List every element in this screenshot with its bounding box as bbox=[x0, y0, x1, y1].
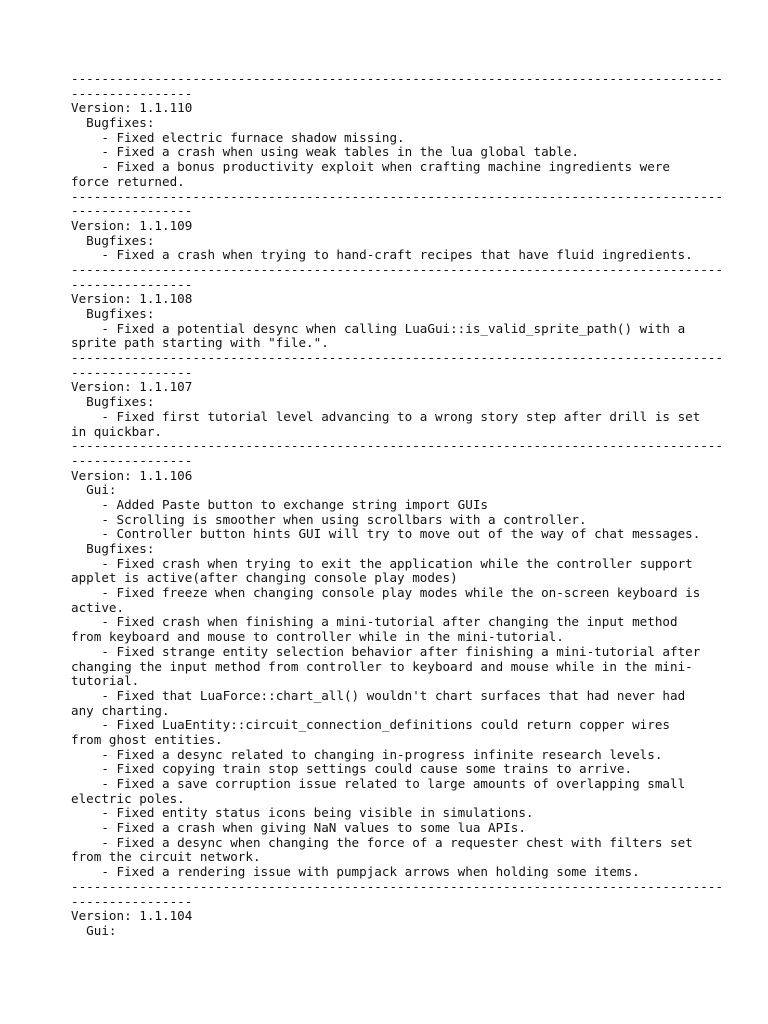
changelog-entry: - Fixed that LuaForce::chart_all() wouldn't chart surfaces that had never had bbox=[71, 687, 686, 703]
changelog-entry: - Fixed a save corruption issue related to large amounts of overlapping small bbox=[71, 776, 686, 791]
separator-line: -------------------------------------------------------------------------------------- bbox=[71, 71, 724, 86]
changelog-entry: - Fixed strange entity selection behavior after finishing a mini-tutorial after bbox=[71, 643, 701, 659]
changelog-entry: - Fixed first tutorial level advancing to a wrong story step after drill is set bbox=[71, 408, 701, 424]
separator-line: -------------------------------------------------------------------------------------- bbox=[71, 261, 724, 277]
changelog-entry: - Controller button hints GUI will try to move out of the way of chat messages. bbox=[71, 526, 701, 542]
separator-line: -------------------------------------------------------------------------------------- bbox=[71, 438, 724, 454]
changelog-entry: - Added Paste button to exchange string import GUIs bbox=[71, 496, 489, 512]
version-heading: Version: 1.1.107 bbox=[71, 379, 193, 395]
separator-line: ---------------- bbox=[71, 452, 193, 468]
version-heading: Version: 1.1.110 bbox=[71, 100, 193, 116]
version-heading: Version: 1.1.104 bbox=[71, 908, 193, 924]
changelog-entry: - Fixed copying train stop settings could cause some trains to arrive. bbox=[71, 761, 633, 777]
separator-line: ---------------- bbox=[71, 893, 193, 909]
section-heading: Bugfixes: bbox=[71, 541, 155, 556]
changelog-entry-continuation: force returned. bbox=[71, 173, 185, 189]
section-heading: Bugfixes: bbox=[71, 115, 155, 131]
changelog-entry: - Fixed electric furnace shadow missing. bbox=[71, 129, 405, 145]
changelog-entry: - Fixed freeze when changing console play modes while the on-screen keyboard is bbox=[71, 585, 701, 601]
changelog-entry-continuation: sprite path starting with "file.". bbox=[71, 335, 329, 351]
section-heading: Bugfixes: bbox=[71, 232, 155, 248]
changelog-entry: - Fixed a crash when trying to hand-craft recipes that have fluid ingredients. bbox=[71, 247, 693, 263]
version-heading: Version: 1.1.108 bbox=[71, 291, 193, 307]
changelog-entry-continuation: active. bbox=[71, 599, 125, 615]
section-heading: Gui: bbox=[71, 922, 117, 938]
changelog-entry-continuation: electric poles. bbox=[71, 790, 185, 806]
separator-line: -------------------------------------------------------------------------------------- bbox=[71, 878, 724, 894]
version-heading: Version: 1.1.106 bbox=[71, 467, 193, 483]
changelog-document bbox=[71, 71, 724, 939]
changelog-entry-continuation: tutorial. bbox=[71, 673, 140, 689]
separator-line: ---------------- bbox=[71, 203, 193, 219]
changelog-entry-continuation: from ghost entities. bbox=[71, 731, 223, 747]
changelog-entry: - Fixed a potential desync when calling LuaGui::is_valid_sprite_path() with a bbox=[71, 320, 686, 336]
changelog-entry: - Fixed a crash when using weak tables in the lua global table. bbox=[71, 144, 579, 160]
section-heading: Gui: bbox=[71, 482, 117, 498]
changelog-entry: - Fixed a desync when changing the force of a requester chest with filters set bbox=[71, 834, 693, 850]
changelog-entry-continuation: any charting. bbox=[71, 702, 170, 718]
changelog-entry: - Fixed crash when finishing a mini-tutorial after changing the input method bbox=[71, 614, 678, 630]
changelog-entry-continuation: changing the input method from controller to keyboard and mouse while in the mini- bbox=[71, 658, 693, 674]
separator-line: ---------------- bbox=[71, 276, 193, 292]
separator-line: -------------------------------------------------------------------------------------- bbox=[71, 350, 724, 366]
separator-line: ---------------- bbox=[71, 85, 193, 101]
changelog-entry: - Fixed a desync related to changing in-progress infinite research levels. bbox=[71, 746, 663, 762]
changelog-entry-continuation: applet is active(after changing console play modes) bbox=[71, 570, 458, 586]
version-heading: Version: 1.1.109 bbox=[71, 217, 193, 233]
separator-line: ---------------- bbox=[71, 364, 193, 380]
separator-line: -------------------------------------------------------------------------------------- bbox=[71, 188, 724, 204]
changelog-entry-continuation: in quickbar. bbox=[71, 423, 162, 439]
section-heading: Bugfixes: bbox=[71, 306, 155, 321]
changelog-entry: - Fixed a crash when giving NaN values to some lua APIs. bbox=[71, 820, 526, 836]
changelog-entry: - Fixed crash when trying to exit the application while the controller support bbox=[71, 555, 693, 571]
changelog-entry-continuation: from the circuit network. bbox=[71, 849, 261, 865]
changelog-entry: - Scrolling is smoother when using scrollbars with a controller. bbox=[71, 511, 587, 527]
section-heading: Bugfixes: bbox=[71, 394, 155, 410]
changelog-entry-continuation: from keyboard and mouse to controller while in the mini-tutorial. bbox=[71, 629, 564, 645]
changelog-entry: - Fixed LuaEntity::circuit_connection_definitions could return copper wires bbox=[71, 717, 670, 733]
changelog-entry: - Fixed a bonus productivity exploit when crafting machine ingredients were bbox=[71, 159, 670, 175]
changelog-entry: - Fixed a rendering issue with pumpjack arrows when holding some items. bbox=[71, 864, 640, 880]
changelog-entry: - Fixed entity status icons being visible in simulations. bbox=[71, 805, 534, 821]
